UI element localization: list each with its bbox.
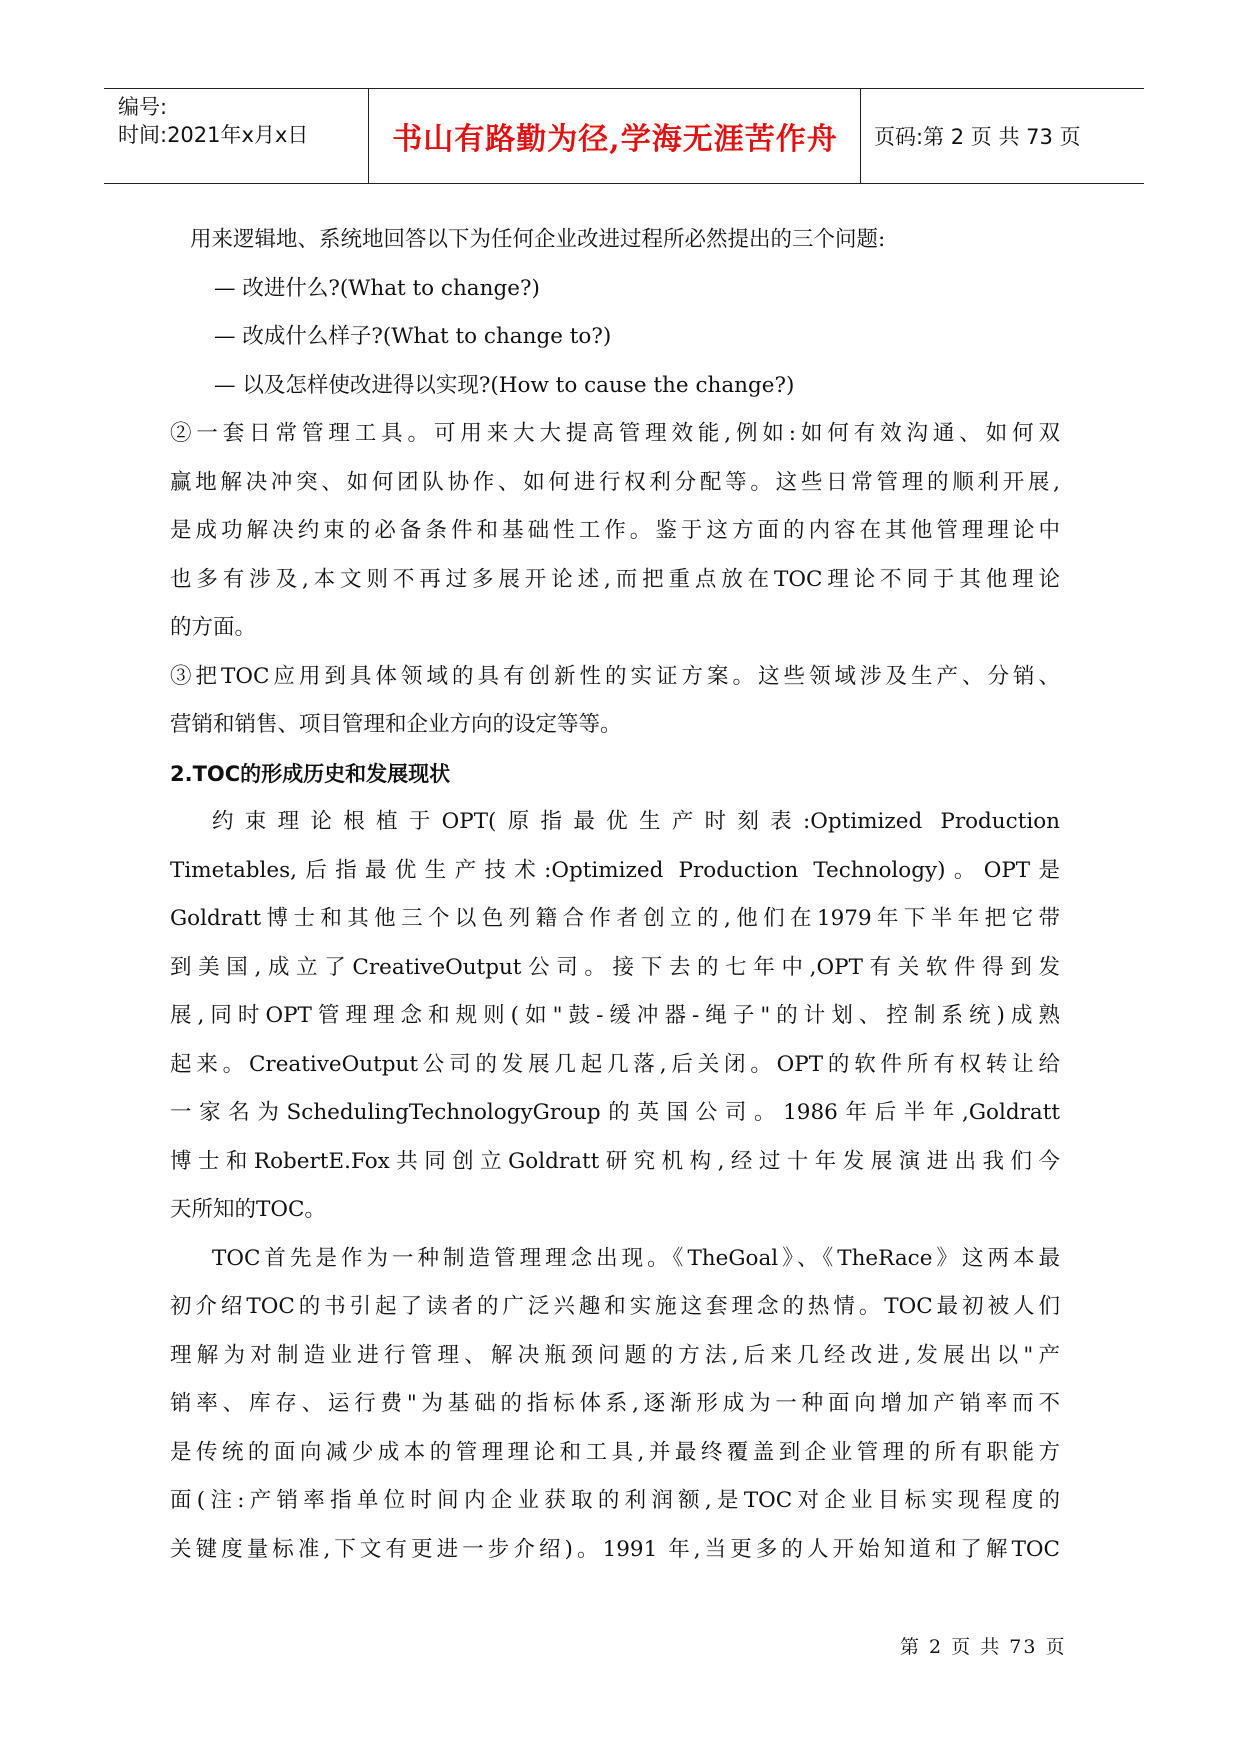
text-line: ③把TOC应用到具体领域的具有创新性的实证方案。这些领域涉及生产、分销、 [170, 663, 1060, 689]
header-page-number: 页码:第 2 页 共 73 页 [874, 125, 1081, 149]
text-line: TOC首先是作为一种制造管理理念出现。《TheGoal》、《TheRace》这两本最 [212, 1245, 1060, 1271]
text-line: 赢地解决冲突、如何团队协作、如何进行权利分配等。这些日常管理的顺利开展, [170, 469, 1060, 495]
number-label: 编号: [118, 95, 168, 119]
text-line: 天所知的TOC。 [170, 1197, 326, 1222]
text-line: 的方面。 [170, 615, 257, 640]
question-item: — 改进什么?(What to change?) [214, 275, 540, 301]
text-line: 用来逻辑地、系统地回答以下为任何企业改进过程所必然提出的三个问题: [190, 227, 886, 252]
text-line: Goldratt博士和其他三个以色列籍合作者创立的,他们在1979年下半年把它带 [170, 906, 1060, 931]
text-line: 理解为对制造业进行管理、解决瓶颈问题的方法,后来几经改进,发展出以"产 [170, 1342, 1060, 1368]
text-line: 关键度量标准,下文有更进一步介绍)。1991 年,当更多的人开始知道和了解TOC [170, 1536, 1060, 1562]
text-line: 销率、库存、运行费"为基础的指标体系,逐渐形成为一种面向增加产销率而不 [170, 1391, 1060, 1416]
text-line: 是成功解决约束的必备条件和基础性工作。鉴于这方面的内容在其他管理理论中 [170, 518, 1060, 543]
text-line: ②一套日常管理工具。可用来大大提高管理效能,例如:如何有效沟通、如何双 [170, 421, 1060, 446]
text-line: 初介绍TOC的书引起了读者的广泛兴趣和实施这套理念的热情。TOC最初被人们 [170, 1294, 1060, 1319]
page-footer: 第 2 页 共 73 页 [900, 1636, 1067, 1658]
section-heading: 2.TOC的形成历史和发展现状 [170, 761, 451, 786]
text-line: 约束理论根植于OPT(原指最优生产时刻表:Optimized Production [212, 809, 1060, 834]
text-line: 一家名为SchedulingTechnologyGroup的英国公司。1986年后半年,Goldratt [170, 1100, 1060, 1125]
text-line: 起来。CreativeOutput公司的发展几起几落,后关闭。OPT的软件所有权转让给 [170, 1051, 1060, 1077]
header-divider [368, 89, 369, 183]
text-line: 面(注:产销率指单位时间内企业获取的利润额,是TOC对企业目标实现程度的 [170, 1488, 1060, 1513]
text-line: 到美国,成立了CreativeOutput公司。接下去的七年中,OPT有关软件得到发 [170, 954, 1060, 980]
text-line: 是传统的面向减少成本的管理理论和工具,并最终覆盖到企业管理的所有职能方 [170, 1439, 1060, 1465]
header-motto: 书山有路勤为径,学海无涯苦作舟 [392, 122, 838, 157]
text-line: Timetables,后指最优生产技术:Optimized Production Technology)。OPT是 [170, 857, 1060, 883]
question-item: — 改成什么样子?(What to change to?) [214, 324, 612, 349]
text-line: 营销和销售、项目管理和企业方向的设定等等。 [170, 712, 622, 737]
page-header [104, 88, 1144, 184]
text-line: 博士和RobertE.Fox共同创立Goldratt研究机构,经过十年发展演进出我们今 [170, 1148, 1060, 1174]
time-label: 时间:2021年x月x日 [118, 123, 309, 147]
header-meta [118, 93, 368, 149]
text-line: 展,同时OPT管理理念和规则(如"鼓-缓冲器-绳子"的计划、控制系统)成熟 [170, 1003, 1060, 1028]
question-item: — 以及怎样使改进得以实现?(How to cause the change?) [214, 372, 795, 398]
header-divider [860, 89, 861, 183]
document-body [170, 216, 1060, 1574]
text-line: 也多有涉及,本文则不再过多展开论述,而把重点放在TOC理论不同于其他理论 [170, 566, 1060, 592]
